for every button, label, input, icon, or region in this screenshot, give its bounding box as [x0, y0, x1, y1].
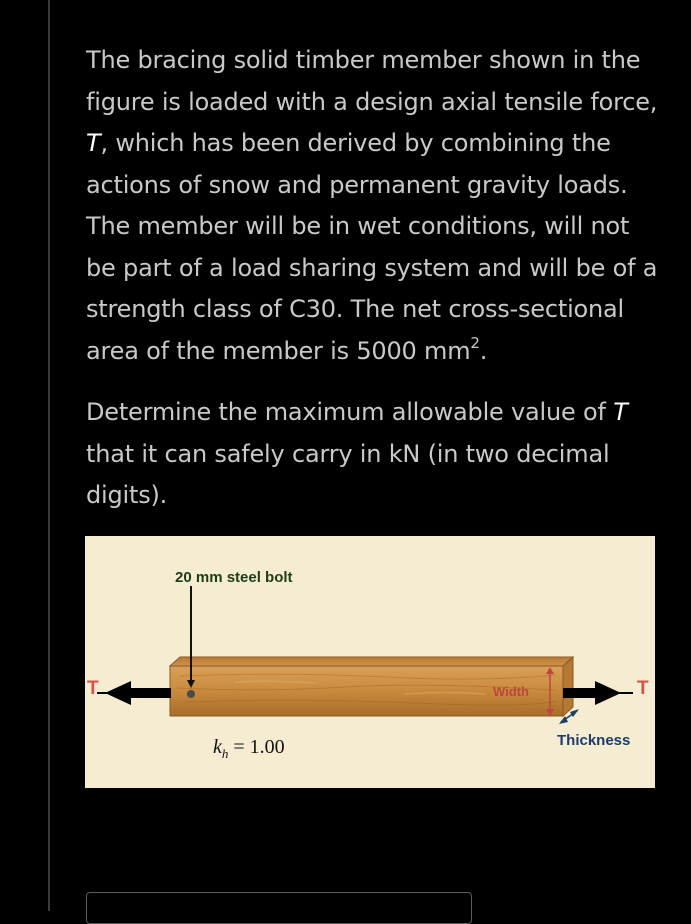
bolt-label: 20 mm steel bolt	[175, 569, 293, 586]
question-paragraph-2	[86, 392, 666, 517]
width-label: Width	[493, 684, 529, 699]
thickness-label: Thickness	[557, 732, 631, 749]
kh-factor-label	[213, 736, 285, 762]
timber-member-figure	[85, 536, 655, 788]
timber-end-face	[563, 657, 573, 716]
right-force-arrow-head	[595, 681, 621, 705]
variable-T: T	[613, 398, 628, 426]
question-paragraph-1	[86, 40, 666, 372]
question-text-part: Determine the maximum allowable value of	[86, 398, 614, 426]
left-force-arrow-shaft	[129, 688, 171, 698]
kh-symbol: k	[213, 736, 222, 758]
variable-T: T	[86, 129, 101, 157]
timber-top-face	[170, 657, 573, 666]
kh-subscript: h	[221, 746, 229, 761]
force-label-right: T	[637, 678, 649, 699]
left-force-arrow-head	[105, 681, 131, 705]
force-label-left: T	[87, 678, 99, 699]
kh-value: = 1.00	[228, 736, 285, 758]
left-divider	[48, 0, 50, 911]
question-text-part: The bracing solid timber member shown in the figure is loaded with a design axial tensile force,	[86, 46, 658, 116]
bolt-hole	[187, 690, 195, 698]
question-text-part: that it can safely carry in kN (in two decimal digits).	[86, 439, 610, 509]
question-text	[86, 40, 666, 517]
right-force-arrow-shaft	[563, 688, 597, 698]
question-text-part: , which has been derived by combining the actions of snow and permanent gravity loads. The member will be in wet conditions, will not be part of a load sharing system and will be of a strength class of C30. The net cross-sectional area of the member is 5000 mm	[86, 129, 658, 365]
answer-input[interactable]	[86, 892, 472, 924]
timber-diagram	[85, 536, 655, 788]
superscript: 2	[470, 333, 480, 352]
question-text-part: .	[479, 336, 488, 365]
